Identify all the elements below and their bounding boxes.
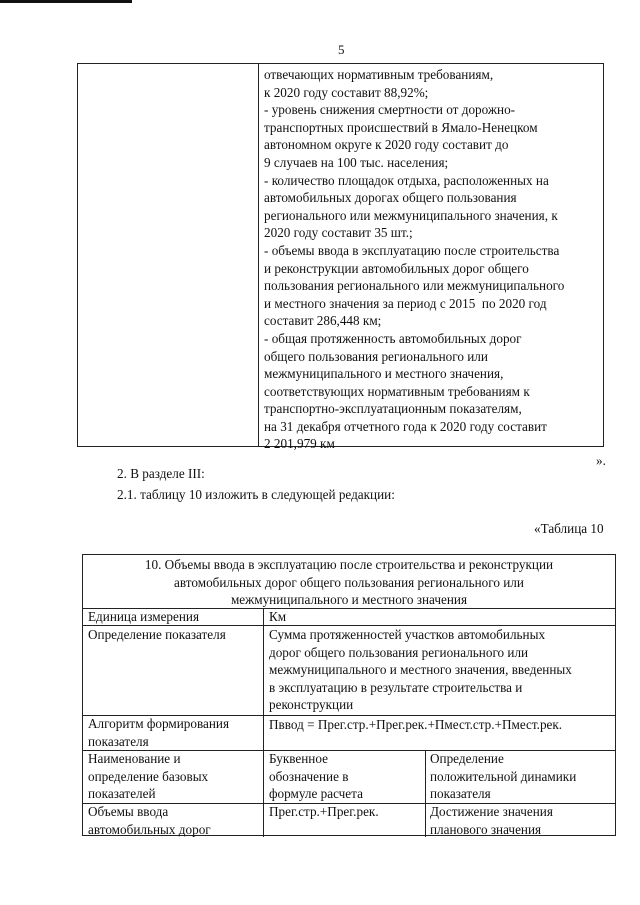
header-cell-name [88, 750, 208, 803]
data-cell-symbol [269, 803, 379, 821]
text-line: к 2020 году составит 88,92%; [264, 84, 429, 100]
text-line: межмуниципального и местного значения, [264, 366, 504, 382]
text-line: планового значения [430, 821, 542, 837]
text-line: показателя [430, 786, 491, 802]
algorithm-value-cell [269, 716, 562, 734]
text-line: Наименование и [88, 751, 181, 766]
text-line: в эксплуатацию в результате строительства и [269, 679, 523, 695]
text-line: общего пользования регионального или [264, 348, 488, 364]
text-line: и местного значения за период с 2015 по 2020 год [264, 295, 547, 311]
header-cell-symbol [269, 750, 363, 803]
text-line: межмуниципального и местного значения, введенных [269, 662, 572, 678]
table-continuation [77, 63, 604, 452]
paragraph-section: 2. В разделе III: [117, 466, 205, 481]
text-line: положительной динамики [430, 768, 577, 784]
text-line: Алгоритм формирования [88, 716, 230, 731]
table-title [83, 556, 615, 609]
header-cell-dynamics [430, 750, 576, 803]
text-line: автономном округе к 2020 году составит до [264, 137, 509, 153]
definition-label-cell [88, 626, 226, 644]
unit-label-cell [88, 608, 199, 626]
text-line: Прег.стр.+Прег.рек. [269, 804, 379, 819]
unit-label: Единица измерения [88, 609, 200, 624]
text-line: формуле расчета [269, 786, 363, 802]
paragraph-instruction: 2.1. таблицу 10 изложить в следующей редакции: [117, 487, 395, 502]
text-line: 2020 году составит 35 шт.; [264, 225, 413, 241]
table-label: «Таблица 10 [534, 521, 604, 536]
results-cell [264, 66, 564, 453]
text-line: автомобильных дорогах общего пользования [264, 190, 517, 206]
text-line: на 31 декабря отчетного года к 2020 году составит [264, 418, 547, 434]
text-line: Определение [430, 751, 504, 766]
text-line: Буквенное [269, 751, 328, 766]
header-rule [0, 0, 132, 3]
text-line: транспортно-эксплуатационным показателям, [264, 401, 522, 417]
text-line: определение базовых [88, 768, 209, 784]
title-line: 10. Объемы ввода в эксплуатацию после строительства и реконструкции [144, 557, 554, 572]
column-rule [425, 750, 426, 837]
indicator-table [82, 554, 616, 836]
algorithm-label-cell [88, 715, 229, 750]
column-divider [258, 64, 259, 446]
text-line: отвечающих нормативным требованиям, [264, 67, 494, 82]
text-line: пользования регионального или межмуниципального [264, 278, 565, 294]
text-line: показателя [88, 733, 149, 749]
text-line: - общая протяженность автомобильных дорог [264, 330, 522, 346]
title-line: межмуниципального и местного значения [230, 592, 468, 608]
text-line: и реконструкции автомобильных дорог общего [264, 260, 529, 276]
text-line: составит 286,448 км; [264, 313, 382, 329]
definition-label: Определение показателя [88, 627, 226, 642]
page-number: 5 [338, 42, 345, 57]
text-line: - объемы ввода в эксплуатацию после строительства [264, 242, 560, 258]
text-line: показателей [88, 786, 156, 802]
data-cell-dynamics [430, 803, 553, 838]
text-line: Объемы ввода [88, 804, 169, 819]
text-line: соответствующих нормативным требованиям к [264, 383, 530, 399]
title-line: автомобильных дорог общего пользования регионального или [174, 574, 524, 590]
text-line: Сумма протяженностей участков автомобильных [269, 627, 546, 642]
text-line: - количество площадок отдыха, расположенных на [264, 172, 549, 188]
algorithm-formula: Пввод = Прег.стр.+Прег.рек.+Пмест.стр.+Пмест.рек. [269, 717, 563, 732]
data-cell-name [88, 803, 211, 838]
text-line: 2 201,979 км [264, 436, 335, 452]
text-line: регионального или межмуниципального значения, к [264, 207, 558, 223]
text-line: автомобильных дорог [88, 821, 211, 837]
text-line: - уровень снижения смертности от дорожно- [264, 102, 516, 118]
unit-value-cell [269, 608, 286, 626]
text-line: 9 случаев на 100 тыс. населения; [264, 154, 449, 170]
text-line: дорог общего пользования регионального или [269, 644, 529, 660]
text-line: транспортных происшествий в Ямало-Ненецком [264, 119, 538, 135]
text-line: обозначение в [269, 768, 349, 784]
definition-value-cell [269, 626, 572, 714]
unit-value: Км [269, 609, 287, 624]
closing-quote: ». [596, 453, 606, 468]
text-line: Достижение значения [430, 804, 553, 819]
text-line: реконструкции [269, 697, 354, 713]
column-rule [263, 608, 264, 837]
